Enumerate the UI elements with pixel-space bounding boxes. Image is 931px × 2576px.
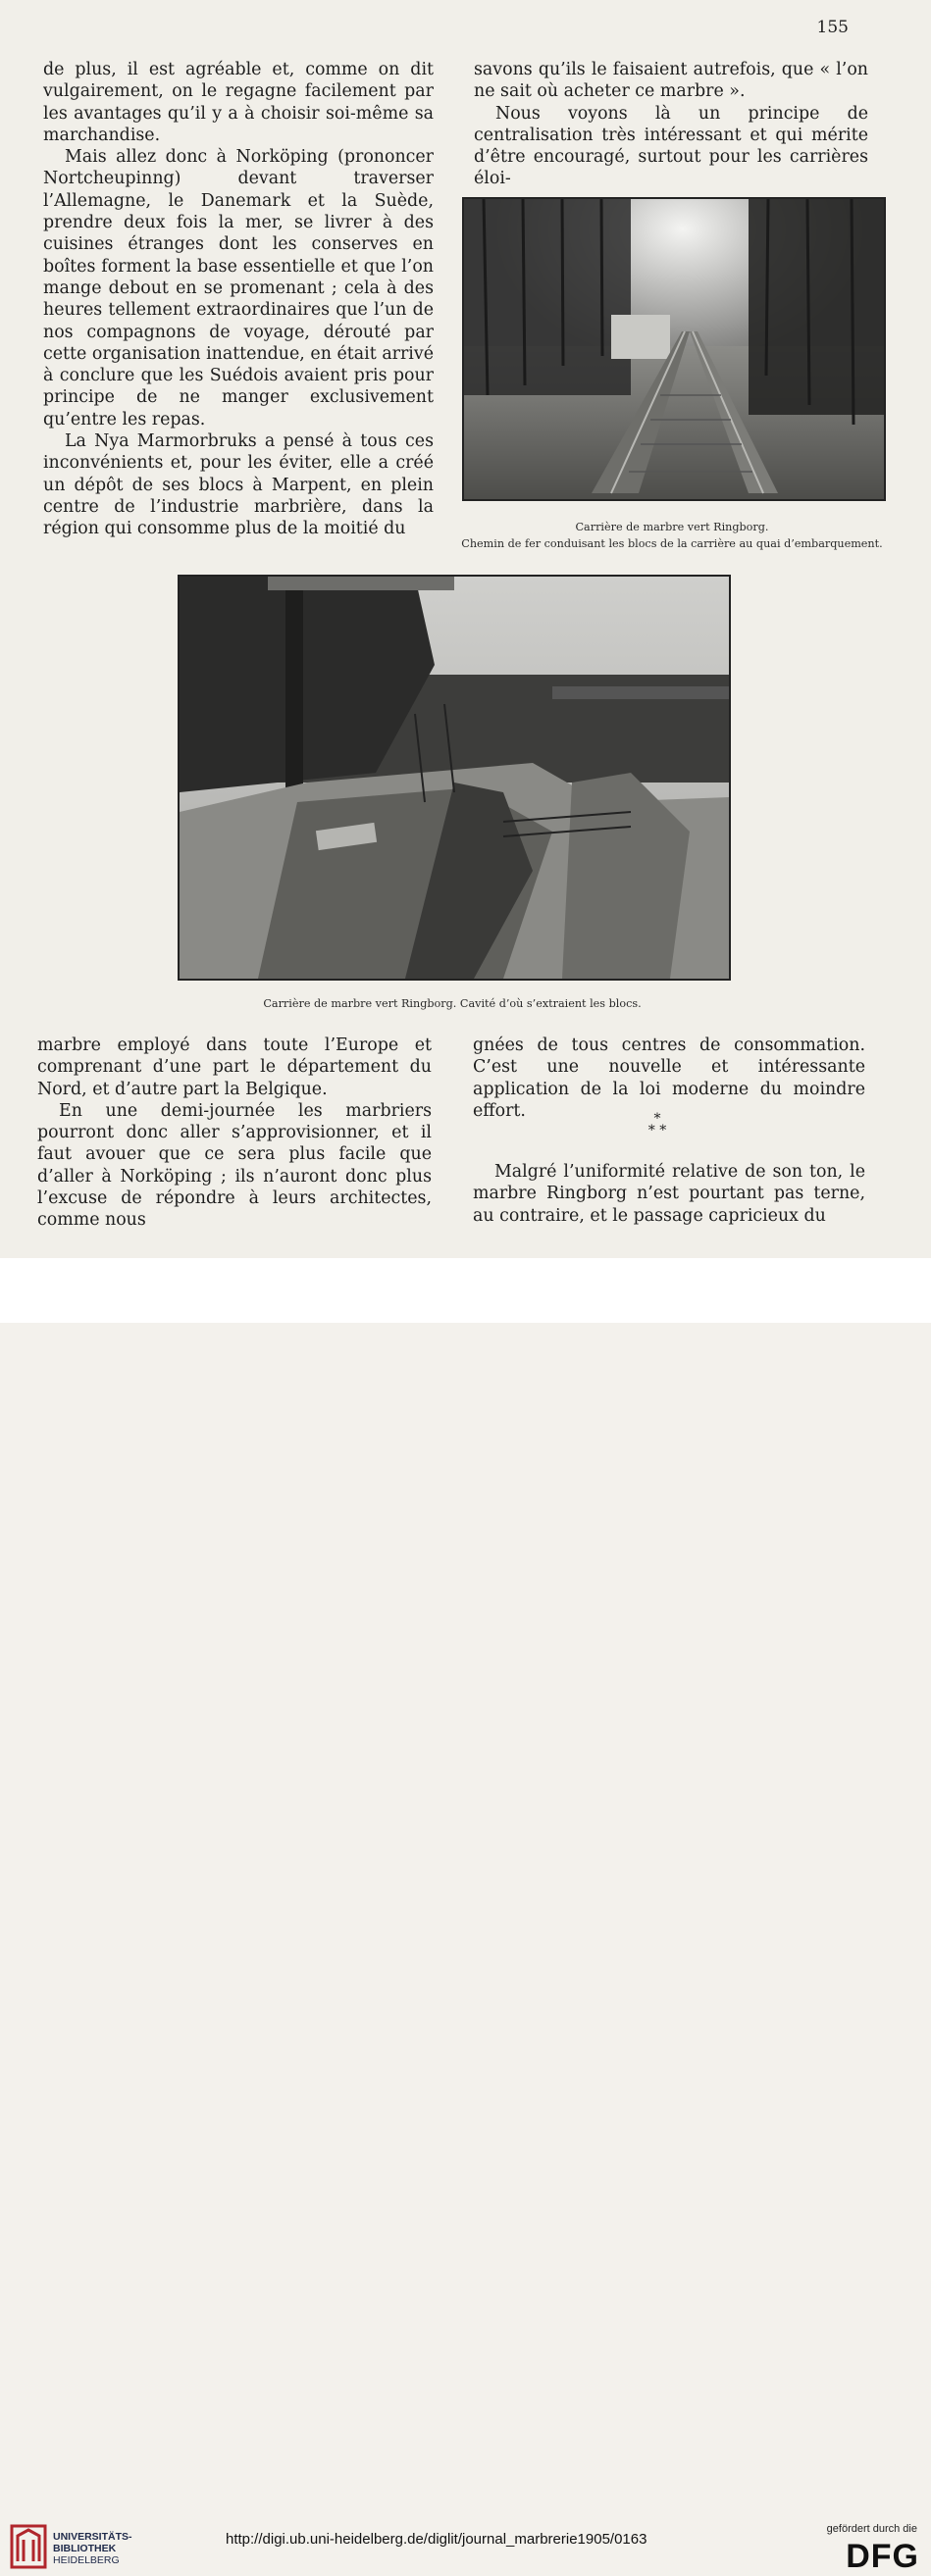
caption-text: Chemin de fer conduisant les blocs de la carrière au quai d’embarquement. xyxy=(461,537,883,550)
separator-stars: * * xyxy=(647,1123,667,1138)
library-name xyxy=(53,2531,132,2566)
column-left-top xyxy=(43,59,434,540)
paragraph: gnées de tous centres de consommation. C’est une nouvelle et intéressante application de la loi moderne du moindre effort. xyxy=(473,1035,865,1121)
paragraph: En une demi-journée les marbriers pourront donc aller s’approvisionner, et il faut avouer que ce sera plus facile que d’aller à Norköping ; ils n’auront donc plus l’excuse de répondre à leurs architectes, comme nous xyxy=(37,1100,432,1231)
paragraph: La Nya Marmorbruks a pensé à tous ces inconvénients et, pour les éviter, elle a créé un dépôt de ses blocs à Marpent, en plein centre de l’industrie marbrière, dans la région qui consomme plus de la moitié du xyxy=(43,431,434,539)
library-name-line: UNIVERSITÄTS- xyxy=(53,2531,132,2543)
library-name-line: BIBLIOTHEK xyxy=(53,2543,117,2554)
page-number: 155 xyxy=(816,18,849,37)
railway-photo xyxy=(462,197,886,501)
railway-photo-image xyxy=(464,199,884,499)
paragraph: Nous voyons là un principe de centralisation très intéressant et qui mérite d’être encouragé, surtout pour les carrières éloi- xyxy=(474,103,868,189)
column-left-bottom xyxy=(37,1035,432,1232)
column-right-top xyxy=(474,59,868,190)
paragraph: marbre employé dans toute l’Europe et comprenant d’une part le département du Nord, et d’autre part la Belgique. xyxy=(37,1035,432,1099)
paragraph: Mais allez donc à Norköping (prononcer Nortcheupinng) devant traverser l’Allemagne, le Danemark et la Suède, prendre deux fois la mer, se livrer à des cuisines étranges dont les conserves en boîtes forment la base essentielle et que l’on mange debout en se promenant ; cela à des heures tellement extraordinaires que l’un de nos compagnons de voyage, dérouté par cette organisation inattendue, en était arrivé à conclure que les Suédois avaient pris pour principe de ne manger exclusivement qu’entre les repas. xyxy=(43,147,434,429)
separator-star: * xyxy=(653,1111,661,1127)
paragraph: savons qu’ils le faisaient autrefois, que « l’on ne sait où acheter ce marbre ». xyxy=(474,60,868,102)
quarry-photo-image xyxy=(180,577,729,979)
railway-photo-caption xyxy=(456,519,888,552)
library-logo-icon xyxy=(8,2522,49,2571)
library-name-line: HEIDELBERG xyxy=(53,2554,120,2566)
paragraph: Malgré l’uniformité relative de son ton, le marbre Ringborg n’est pourtant pas terne, au contraire, et le passage capricieux du xyxy=(473,1162,865,1226)
dfg-logo: DFG xyxy=(846,2538,919,2575)
quarry-photo-caption: Carrière de marbre vert Ringborg. Cavité d’où s’extraient les blocs. xyxy=(263,997,642,1010)
quarry-photo xyxy=(178,575,731,981)
caption-title: Carrière de marbre vert Ringborg. xyxy=(575,521,769,533)
section-separator xyxy=(638,1113,677,1136)
paragraph: de plus, il est agréable et, comme on dit vulgairement, on le regagne facilement par les avantages qu’il y a à choisir soi-même sa marchandise. xyxy=(43,60,434,145)
source-url-link[interactable]: http://digi.ub.uni-heidelberg.de/diglit/journal_marbrerie1905/0163 xyxy=(226,2531,647,2548)
funded-by-label: gefördert durch die xyxy=(826,2523,917,2535)
document-page xyxy=(0,0,931,1258)
footer-bar xyxy=(0,1258,931,2575)
